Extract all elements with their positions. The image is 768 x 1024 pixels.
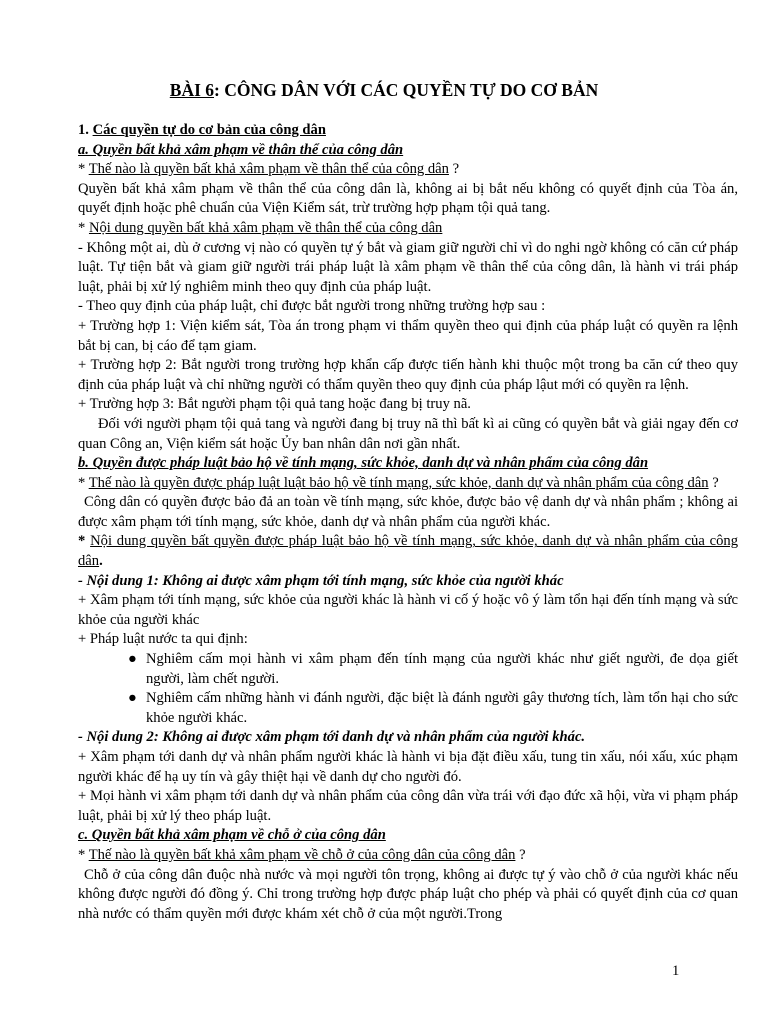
paragraph: + Mọi hành vi xâm phạm tới danh dự và nhân phẩm của công dân vừa trái với đạo đức xã hội, vừa vi phạm pháp luật, phải bị xử lý theo pháp luật. xyxy=(78,788,738,824)
question-mark: ? xyxy=(515,846,526,863)
content-heading-text: Nội dung quyền bất quyền được pháp luật bảo hộ về tính mạng, sức khỏe, danh dự và nhân phẩm của công dân xyxy=(78,533,738,570)
period: . xyxy=(99,553,103,570)
question-text: Thế nào là quyền bất khả xâm phạm về chỗ ở của công dân của công dân xyxy=(88,846,516,863)
bullet-icon: ● xyxy=(128,651,137,668)
content-1-heading: - Nội dung 1: Không ai được xâm phạm tới tính mạng, sức khỏe của người khác xyxy=(78,572,564,589)
content-2-heading: - Nội dung 2: Không ai được xâm phạm tới danh dự và nhân phẩm của người khác. xyxy=(78,729,586,746)
star-marker: * xyxy=(78,161,89,178)
paragraph: + Pháp luật nước ta qui định: xyxy=(78,631,248,648)
subsection-b-question xyxy=(78,474,738,494)
paragraph: - Theo quy định của pháp luật, chỉ được bắt người trong những trường hợp sau : xyxy=(78,298,546,315)
question-text: Thế nào là quyền được pháp luật luật bảo hộ về tính mạng, sức khỏe, danh dự và nhân phẩm của công dân xyxy=(88,474,709,491)
paragraph: + Trường hợp 3: Bắt người phạm tội quả tang hoặc đang bị truy nã. xyxy=(78,396,471,413)
star-marker: * xyxy=(78,846,89,863)
content-heading-text: Nội dung quyền bất khả xâm phạm về thân thể của công dân xyxy=(88,219,443,236)
paragraph: Đối với người phạm tội quả tang và người đang bị truy nã thì bất kì ai cũng có quyền bắt và giải ngay đến cơ quan Công an, Viện kiểm sát hoặc Ủy ban nhân dân nơi gần nhất. xyxy=(78,415,738,452)
question-mark: ? xyxy=(448,161,460,178)
paragraph: + Trường hợp 2: Bắt người trong trường hợp khẩn cấp được tiến hành khi thuộc một trong ba căn cứ theo quy định của pháp luật và chỉ những người có thẩm quyền theo quy định của pháp lậut mới có quyền ra lệnh. xyxy=(78,357,738,393)
subsection-a-content-heading xyxy=(78,219,738,239)
subsection-c-definition: Chỗ ở của công dân đuộc nhà nước và mọi người tôn trọng, không ai được tự ý vào chỗ ở của người khác nếu không được người đó đồng ý. Chỉ trong trường hợp được pháp luật cho phép và phải có quyết định của cơ quan nhà nước có thẩm quyền mới được khám xét chỗ ở của một người.Trong xyxy=(78,866,738,922)
page-title xyxy=(0,79,768,101)
star-marker: * xyxy=(78,474,89,491)
list-item xyxy=(78,650,738,689)
document-body xyxy=(78,121,738,924)
star-marker: * xyxy=(78,219,89,236)
paragraph: + Trường hợp 1: Viện kiểm sát, Tòa án trong phạm vi thẩm quyền theo qui định của pháp luật có quyền ra lệnh bắt bị can, bị cáo để tạm giam. xyxy=(78,317,738,354)
bullet-icon: ● xyxy=(128,690,137,707)
question-text: Thế nào là quyền bất khả xâm phạm về thân thể của công dân xyxy=(88,161,449,178)
section-number: 1. xyxy=(78,122,93,138)
paragraph: + Xâm phạm tới danh dự và nhân phẩm người khác là hành vi bịa đặt điều xấu, tung tin xấu, nói xấu, xúc phạm người khác để hạ uy tín và gây thiệt hại về danh dự cho người đó. xyxy=(78,749,738,785)
subsection-c-question xyxy=(78,846,738,866)
list-item xyxy=(78,689,738,728)
subsection-a-question xyxy=(78,160,738,180)
paragraph: - Không một ai, dù ở cương vị nào có quyền tự ý bắt và giam giữ người chỉ vì do nghi ngờ không có căn cứ pháp luật. Tự tiện bắt và giam giữ người trái pháp luật là xâm phạm về thân thể của công dân, là hành vi trái pháp luật, phải bị xử lý nghiêm minh theo quy định của pháp luật. xyxy=(78,239,738,295)
question-mark: ? xyxy=(708,474,719,491)
subsection-b-content-heading xyxy=(78,532,738,571)
subsection-a-heading: a. Quyền bất khả xâm phạm về thân thể của công dân xyxy=(78,141,404,158)
page-number: 1 xyxy=(672,963,680,979)
list-item-text: Nghiêm cấm mọi hành vi xâm phạm đến tính mạng của người khác như giết người, đe dọa giết người, làm chết người. xyxy=(146,651,738,687)
lesson-title: : CÔNG DÂN VỚI CÁC QUYỀN TỰ DO CƠ BẢN xyxy=(214,80,599,100)
subsection-b-definition: Công dân có quyền được bảo đả an toàn về tính mạng, sức khỏe, được bảo vệ danh dự và nhân phẩm ; không ai được xâm phạm tới tính mạng, sức khỏe, danh dự và nhân phẩm của người khác. xyxy=(78,494,738,530)
bullet-list xyxy=(78,650,738,728)
section-1-heading xyxy=(78,121,738,141)
paragraph: + Xâm phạm tới tính mạng, sức khỏe của người khác là hành vi cố ý hoặc vô ý làm tổn hại đến tính mạng và sức khỏe của người khác xyxy=(78,592,738,628)
lesson-number: BÀI 6 xyxy=(169,80,215,100)
section-title: Các quyền tự do cơ bản của công dân xyxy=(92,122,326,138)
list-item-text: Nghiêm cấm những hành vi đánh người, đặc biệt là đánh người gây thương tích, làm tổn hại cho sức khỏe người khác. xyxy=(146,690,738,726)
star-marker: * xyxy=(78,533,91,550)
subsection-b-heading: b. Quyền được pháp luật bảo hộ về tính mạng, sức khỏe, danh dự và nhân phẩm của công dân xyxy=(78,455,649,472)
subsection-a-definition: Quyền bất khả xâm phạm về thân thể của công dân là, không ai bị bắt nếu không có quyết định của Tòa án, quyết định hoặc phê chuẩn của Viện Kiểm sát, trừ trường hợp phạm tội quả tang. xyxy=(78,180,738,217)
subsection-c-heading: c. Quyền bất khả xâm phạm về chỗ ở của công dân xyxy=(78,827,386,844)
